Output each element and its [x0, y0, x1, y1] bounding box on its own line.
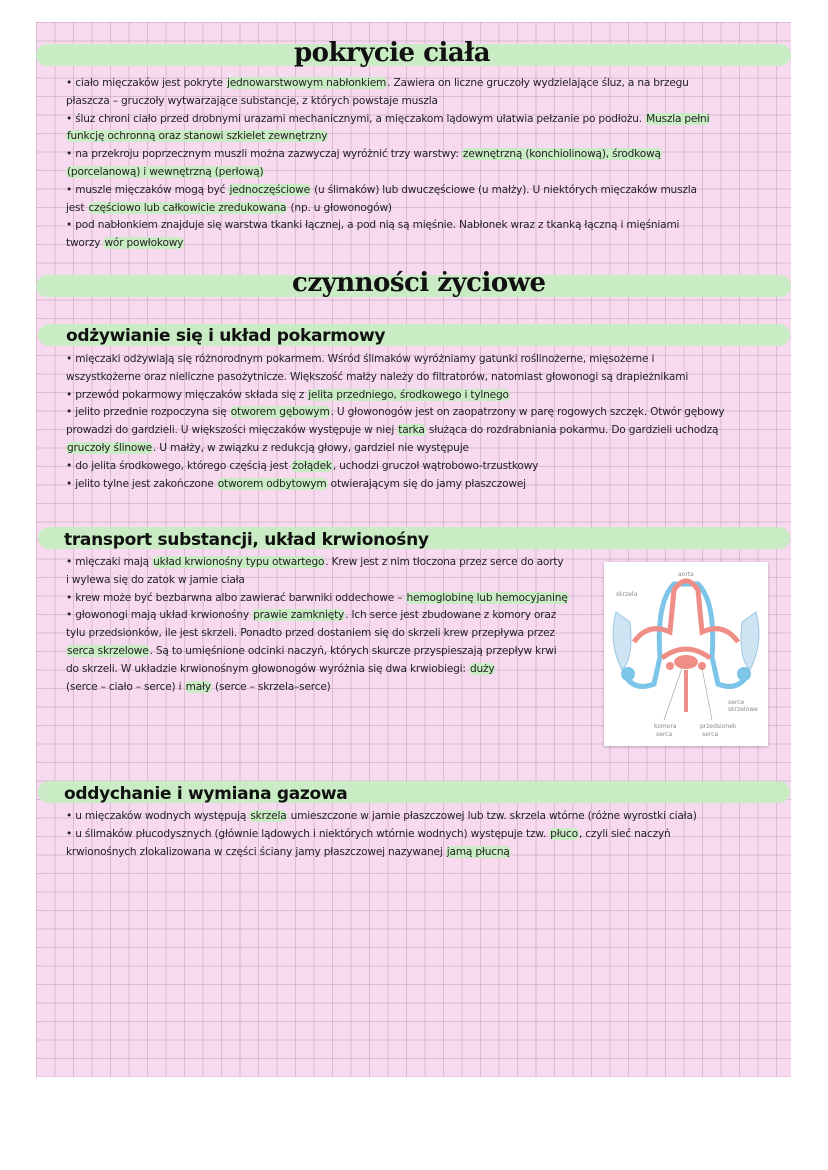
- text-line: [66, 111, 776, 129]
- text-line: [66, 554, 596, 572]
- subsection-title-oddychanie: oddychanie i wymiana gazowa: [64, 784, 348, 804]
- line-text: . U małży, w związku z redukcją głowy, gardziel nie występuje: [152, 441, 469, 454]
- line-text: • krew może być bezbarwna albo zawierać barwniki oddechowe –: [66, 591, 406, 604]
- text-line: [66, 200, 776, 218]
- label-aorta: aorta: [678, 571, 694, 578]
- left-atrium-icon: [666, 662, 674, 670]
- highlighted-term: jelita przedniego, środkowego i tylnego: [308, 388, 509, 401]
- line-text: • muszle mięczaków mogą być: [66, 183, 229, 196]
- pokrycie-paragraph: [66, 75, 776, 253]
- highlighted-term: prawie zamknięty: [253, 609, 345, 622]
- left-branchial-heart-icon: [621, 667, 635, 681]
- line-text: • jelito przednie rozpoczyna się: [66, 406, 230, 419]
- right-branchial-heart-icon: [737, 667, 751, 681]
- text-line: [66, 679, 596, 697]
- line-text: . Ich serce jest zbudowane z komory oraz: [345, 609, 557, 622]
- label-komora: komora: [654, 723, 677, 730]
- highlighted-term: wór powłokowy: [104, 237, 184, 250]
- odzywianie-paragraph: [66, 351, 776, 493]
- highlighted-term: płuco: [550, 827, 578, 840]
- line-text: (serce – ciało – serce) i: [66, 680, 185, 693]
- text-line: [66, 217, 776, 235]
- line-text: wszystkożerne oraz nieliczne pasożytnicze. Większość małży należy do filtratorów, natomiast głowonogi są drapieżnikami: [66, 370, 689, 383]
- line-text: (np. u głowonogów): [287, 201, 392, 214]
- highlighted-term: częściowo lub całkowicie zredukowana: [88, 201, 287, 214]
- transport-paragraph: [66, 554, 596, 696]
- line-text: • mięczaki mają: [66, 556, 153, 568]
- text-line: [66, 607, 596, 625]
- line-text: płaszcza – gruczoły wytwarzające substancje, z których powstaje muszla: [66, 94, 438, 107]
- text-line: [66, 387, 776, 405]
- text-line: [66, 146, 776, 164]
- page-title: pokrycie ciała: [294, 38, 491, 68]
- line-text: • mięczaki odżywiają się różnorodnym pokarmem. Wśród ślimaków wyróżniamy gatunki roślinożerne, mięsożerne i: [66, 353, 655, 365]
- highlighted-term: układ krwionośny typu otwartego: [153, 556, 325, 568]
- line-text: i wylewa się do zatok w jamie ciała: [66, 573, 245, 586]
- text-line: [66, 458, 776, 476]
- text-line: [66, 440, 776, 458]
- highlighted-term: otworem gębowym: [230, 406, 330, 419]
- label-przedsionek-2: serca: [702, 731, 719, 738]
- highlighted-term: żołądek: [292, 459, 332, 472]
- text-line: [66, 128, 776, 146]
- highlighted-term: funkcję ochronną oraz stanowi szkielet zewnętrzny: [67, 130, 328, 143]
- line-text: tworzy: [66, 237, 104, 250]
- line-text: • pod nabłonkiem znajduje się warstwa tkanki łącznej, a pod nią są mięśnie. Nabłonek wraz z tkanką łączną i mięśniami: [66, 219, 680, 232]
- text-line: [66, 164, 776, 182]
- line-text: • głowonogi mają układ krwionośny: [66, 609, 253, 622]
- right-gill-icon: [741, 612, 759, 670]
- text-line: [66, 808, 781, 826]
- text-line: [66, 643, 596, 661]
- text-line: [66, 625, 596, 643]
- heart-ventricle-icon: [674, 655, 698, 669]
- line-text: . U głowonogów jest on zaopatrzony w parę rogowych szczęk. Otwór gębowy: [330, 406, 725, 419]
- line-text: • na przekroju poprzecznym muszli można zazwyczaj wyróżnić trzy warstwy:: [66, 148, 462, 161]
- highlighted-term: tarka: [398, 424, 425, 437]
- highlighted-term: Muszla pełni: [646, 112, 710, 125]
- text-line: [66, 844, 781, 862]
- highlighted-term: otworem odbytowym: [217, 477, 327, 490]
- line-text: • do jelita środkowego, którego częścią jest: [66, 459, 292, 472]
- highlighted-term: (porcelanową) i wewnętrzną (perłową): [67, 165, 264, 178]
- highlighted-term: skrzela: [250, 810, 287, 822]
- text-line: [66, 422, 776, 440]
- line-text: . Krew jest z nim tłoczona przez serce do aorty: [325, 556, 564, 568]
- line-text: (u ślimaków) lub dwuczęściowe (u małży). U niektórych mięczaków muszla: [310, 183, 697, 196]
- text-line: [66, 351, 776, 369]
- highlighted-term: mały: [185, 680, 211, 693]
- text-line: [66, 661, 596, 679]
- line-text: otwierającym się do jamy płaszczowej: [327, 477, 526, 490]
- text-line: [66, 182, 776, 200]
- highlighted-term: zewnętrzną (konchiolinową), środkową: [462, 148, 661, 161]
- left-gill-icon: [613, 612, 631, 670]
- line-text: , czyli sieć naczyń: [578, 827, 671, 840]
- text-line: [66, 590, 596, 608]
- line-text: • u mięczaków wodnych występują: [66, 810, 250, 822]
- text-line: [66, 235, 776, 253]
- label-skrzela: skrzela: [616, 591, 638, 598]
- line-text: , uchodzi gruczoł wątrobowo-trzustkowy: [332, 459, 539, 472]
- highlighted-term: gruczoły ślinowe: [67, 441, 152, 454]
- text-line: [66, 826, 781, 844]
- highlighted-term: duży: [469, 662, 495, 675]
- line-text: • ciało mięczaków jest pokryte: [66, 77, 226, 89]
- subsection-title-odzywianie: odżywianie się i układ pokarmowy: [66, 326, 386, 346]
- line-text: • jelito tylne jest zakończone: [66, 477, 217, 490]
- line-text: umieszczone w jamie płaszczowej lub tzw. skrzela wtórne (różne wyrostki ciała): [287, 810, 697, 822]
- line-text: • śluz chroni ciało przed drobnymi urazami mechanicznymi, a mięczakom lądowym ułatwia pełzanie po podłożu.: [66, 112, 646, 125]
- line-text: . Zawiera on liczne gruczoły wydzielające śluz, a na brzegu: [387, 77, 689, 89]
- text-line: [66, 572, 596, 590]
- text-line: [66, 476, 776, 494]
- subsection-title-transport: transport substancji, układ krwionośny: [64, 530, 429, 550]
- line-text: (serce – skrzela–serce): [211, 680, 331, 693]
- line-text: jest: [66, 201, 88, 214]
- text-line: [66, 93, 776, 111]
- leader-line: [702, 668, 712, 720]
- section-title-czynnosci: czynności życiowe: [292, 268, 546, 298]
- label-serce-2: skrzelowe: [728, 706, 758, 713]
- label-serce: serce: [728, 699, 745, 706]
- highlighted-term: jednowarstwowym nabłonkiem: [226, 77, 387, 89]
- line-text: • u ślimaków płucodysznych (głównie lądowych i niektórych wtórnie wodnych) występuje tzw.: [66, 827, 550, 840]
- text-line: [66, 369, 776, 387]
- highlighted-term: hemoglobinę lub hemocyjaninę: [406, 591, 568, 604]
- line-text: prowadzi do gardzieli. U większości mięczaków występuje w niej: [66, 424, 398, 437]
- text-line: [66, 75, 776, 93]
- line-text: do skrzeli. W układzie krwionośnym głowonogów wyróżnia się dwa krwiobiegi:: [66, 662, 469, 675]
- circulatory-diagram: [604, 562, 768, 746]
- highlighted-term: serca skrzelowe: [67, 644, 149, 657]
- leader-line: [664, 668, 682, 720]
- artery-path: [634, 581, 738, 642]
- line-text: • przewód pokarmowy mięczaków składa się z: [66, 388, 308, 401]
- highlighted-term: jednoczęściowe: [229, 183, 310, 196]
- line-text: . Są to umięśnione odcinki naczyń, których skurcze przyspieszają przepływ krwi: [149, 644, 557, 657]
- label-przedsionek: przedsionek: [700, 723, 737, 730]
- line-text: tylu przedsionków, ile jest skrzeli. Ponadto przed dostaniem się do skrzeli krew przepływa przez: [66, 627, 555, 640]
- oddychanie-paragraph: [66, 808, 781, 861]
- circulatory-diagram-svg: [604, 562, 768, 746]
- line-text: krwionośnych zlokalizowana w części ściany jamy płaszczowej nazywanej: [66, 845, 446, 858]
- highlighted-term: jamą płucną: [446, 845, 510, 858]
- line-text: służąca do rozdrabniania pokarmu. Do gardzieli uchodzą: [425, 424, 719, 437]
- label-komora-2: serca: [656, 731, 673, 738]
- text-line: [66, 404, 776, 422]
